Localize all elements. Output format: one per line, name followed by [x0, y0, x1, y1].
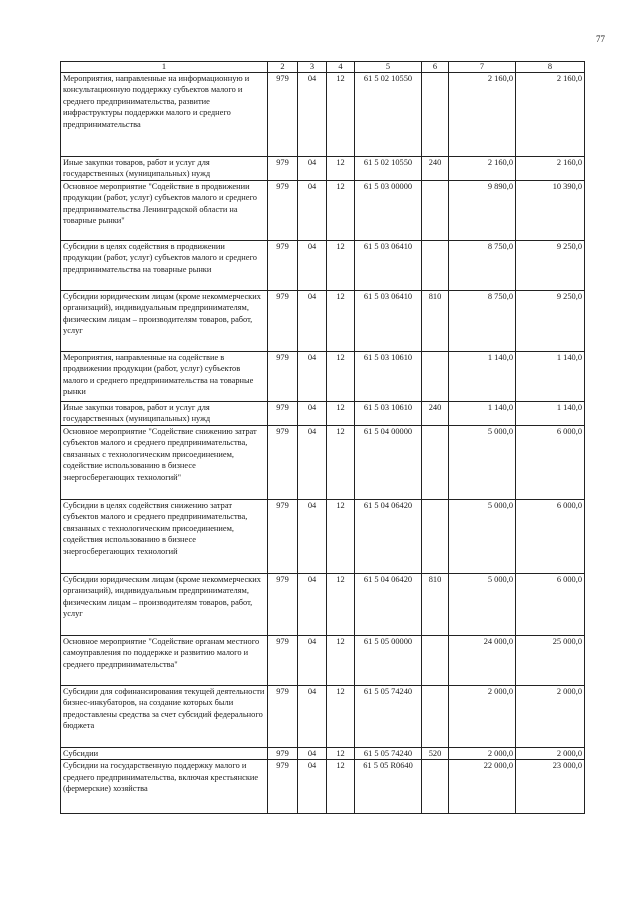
grbs-code-cell: 979	[268, 500, 298, 574]
target-article-cell: 61 5 03 10610	[355, 352, 422, 402]
subsection-code-cell: 12	[327, 352, 355, 402]
section-code-cell: 04	[298, 426, 327, 500]
grbs-code-cell: 979	[268, 748, 298, 760]
item-name-cell: Основное мероприятие "Содействие органам местного самоуправления по поддержке и развитию малого и среднего предпринимательства"	[61, 636, 268, 686]
column-header: 7	[449, 62, 516, 73]
amount-year1-cell: 9 890,0	[449, 181, 516, 241]
grbs-code-cell: 979	[268, 636, 298, 686]
item-name-cell: Субсидии юридическим лицам (кроме некоммерческих организаций), индивидуальным предпринимателям, физическим лицам – производителям товаров, работ, услуг	[61, 574, 268, 636]
amount-year1-cell: 2 000,0	[449, 748, 516, 760]
expense-type-cell: 810	[422, 574, 449, 636]
page-number: 77	[596, 34, 605, 44]
expense-type-cell	[422, 760, 449, 814]
target-article-cell: 61 5 04 06420	[355, 574, 422, 636]
table-row	[61, 352, 585, 402]
column-header: 6	[422, 62, 449, 73]
item-name-cell: Иные закупки товаров, работ и услуг для государственных (муниципальных) нужд	[61, 157, 268, 181]
grbs-code-cell: 979	[268, 241, 298, 291]
section-code-cell: 04	[298, 291, 327, 352]
table-row	[61, 426, 585, 500]
table-row	[61, 760, 585, 814]
subsection-code-cell: 12	[327, 181, 355, 241]
column-header: 8	[516, 62, 585, 73]
subsection-code-cell: 12	[327, 686, 355, 748]
amount-year1-cell: 1 140,0	[449, 352, 516, 402]
amount-year2-cell: 2 160,0	[516, 157, 585, 181]
budget-table	[60, 61, 585, 814]
table-row	[61, 686, 585, 748]
amount-year1-cell: 5 000,0	[449, 500, 516, 574]
section-code-cell: 04	[298, 760, 327, 814]
target-article-cell: 61 5 04 06420	[355, 500, 422, 574]
item-name-cell: Мероприятия, направленные на содействие в продвижении продукции (работ, услуг) субъектов малого и среднего предпринимательства на товарные рынки	[61, 352, 268, 402]
expense-type-cell	[422, 636, 449, 686]
amount-year1-cell: 24 000,0	[449, 636, 516, 686]
section-code-cell: 04	[298, 636, 327, 686]
expense-type-cell	[422, 352, 449, 402]
header-row	[61, 62, 585, 73]
amount-year2-cell: 9 250,0	[516, 241, 585, 291]
target-article-cell: 61 5 04 00000	[355, 426, 422, 500]
item-name-cell: Субсидии	[61, 748, 268, 760]
subsection-code-cell: 12	[327, 402, 355, 426]
grbs-code-cell: 979	[268, 291, 298, 352]
item-name-cell: Субсидии в целях содействия снижению затрат субъектов малого и среднего предпринимательства, связанных с технологическим присоединением, содействия использованию в бизнесе энергосберегающих технологий	[61, 500, 268, 574]
target-article-cell: 61 5 05 00000	[355, 636, 422, 686]
amount-year1-cell: 2 160,0	[449, 157, 516, 181]
amount-year1-cell: 1 140,0	[449, 402, 516, 426]
target-article-cell: 61 5 05 74240	[355, 748, 422, 760]
subsection-code-cell: 12	[327, 426, 355, 500]
amount-year2-cell: 9 250,0	[516, 291, 585, 352]
table-row	[61, 291, 585, 352]
amount-year1-cell: 2 160,0	[449, 73, 516, 157]
amount-year2-cell: 1 140,0	[516, 402, 585, 426]
amount-year1-cell: 5 000,0	[449, 574, 516, 636]
table-row	[61, 748, 585, 760]
item-name-cell: Субсидии в целях содействия в продвижении продукции (работ, услуг) субъектов малого и среднего предпринимательства на товарные рынки	[61, 241, 268, 291]
item-name-cell: Субсидии юридическим лицам (кроме некоммерческих организаций), индивидуальным предпринимателям, физическим лицам – производителям товаров, работ, услуг	[61, 291, 268, 352]
subsection-code-cell: 12	[327, 241, 355, 291]
subsection-code-cell: 12	[327, 73, 355, 157]
amount-year2-cell: 2 000,0	[516, 686, 585, 748]
grbs-code-cell: 979	[268, 686, 298, 748]
expense-type-cell: 240	[422, 402, 449, 426]
item-name-cell: Иные закупки товаров, работ и услуг для государственных (муниципальных) нужд	[61, 402, 268, 426]
expense-type-cell: 240	[422, 157, 449, 181]
table-row	[61, 241, 585, 291]
item-name-cell: Основное мероприятие "Содействие снижению затрат субъектов малого и среднего предпринимательства, связанных с технологическим присоединением, содействие использованию в бизнесе энергосберегающих технологий"	[61, 426, 268, 500]
column-header: 3	[298, 62, 327, 73]
column-header: 2	[268, 62, 298, 73]
item-name-cell: Мероприятия, направленные на информационную и консультационную поддержку субъектов малого и среднего предпринимательства, развитие инфраструктуры поддержки малого и среднего предпринимательства	[61, 73, 268, 157]
subsection-code-cell: 12	[327, 291, 355, 352]
subsection-code-cell: 12	[327, 500, 355, 574]
target-article-cell: 61 5 03 00000	[355, 181, 422, 241]
grbs-code-cell: 979	[268, 73, 298, 157]
grbs-code-cell: 979	[268, 426, 298, 500]
grbs-code-cell: 979	[268, 574, 298, 636]
expense-type-cell: 810	[422, 291, 449, 352]
subsection-code-cell: 12	[327, 760, 355, 814]
section-code-cell: 04	[298, 73, 327, 157]
table-row	[61, 157, 585, 181]
expense-type-cell: 520	[422, 748, 449, 760]
amount-year2-cell: 1 140,0	[516, 352, 585, 402]
item-name-cell: Основное мероприятие "Содействие в продвижении продукции (работ, услуг) субъектов малого и среднего предпринимательства Ленинградской области на товарные рынки"	[61, 181, 268, 241]
table-row	[61, 500, 585, 574]
target-article-cell: 61 5 02 10550	[355, 73, 422, 157]
expense-type-cell	[422, 241, 449, 291]
table-row	[61, 402, 585, 426]
grbs-code-cell: 979	[268, 352, 298, 402]
target-article-cell: 61 5 05 74240	[355, 686, 422, 748]
amount-year1-cell: 2 000,0	[449, 686, 516, 748]
section-code-cell: 04	[298, 241, 327, 291]
section-code-cell: 04	[298, 500, 327, 574]
amount-year2-cell: 10 390,0	[516, 181, 585, 241]
subsection-code-cell: 12	[327, 574, 355, 636]
table-row	[61, 73, 585, 157]
target-article-cell: 61 5 03 06410	[355, 241, 422, 291]
target-article-cell: 61 5 05 R0640	[355, 760, 422, 814]
amount-year2-cell: 6 000,0	[516, 500, 585, 574]
item-name-cell: Субсидии на государственную поддержку малого и среднего предпринимательства, включая крестьянские (фермерские) хозяйства	[61, 760, 268, 814]
expense-type-cell	[422, 686, 449, 748]
expense-type-cell	[422, 500, 449, 574]
table-row	[61, 181, 585, 241]
column-header: 5	[355, 62, 422, 73]
amount-year2-cell: 6 000,0	[516, 574, 585, 636]
subsection-code-cell: 12	[327, 636, 355, 686]
grbs-code-cell: 979	[268, 157, 298, 181]
grbs-code-cell: 979	[268, 760, 298, 814]
subsection-code-cell: 12	[327, 748, 355, 760]
amount-year1-cell: 8 750,0	[449, 291, 516, 352]
target-article-cell: 61 5 03 06410	[355, 291, 422, 352]
expense-type-cell	[422, 181, 449, 241]
amount-year2-cell: 25 000,0	[516, 636, 585, 686]
section-code-cell: 04	[298, 686, 327, 748]
table-row	[61, 636, 585, 686]
amount-year1-cell: 5 000,0	[449, 426, 516, 500]
amount-year2-cell: 6 000,0	[516, 426, 585, 500]
section-code-cell: 04	[298, 352, 327, 402]
column-header: 4	[327, 62, 355, 73]
amount-year2-cell: 2 000,0	[516, 748, 585, 760]
amount-year1-cell: 22 000,0	[449, 760, 516, 814]
expense-type-cell	[422, 426, 449, 500]
section-code-cell: 04	[298, 748, 327, 760]
section-code-cell: 04	[298, 181, 327, 241]
expense-type-cell	[422, 73, 449, 157]
amount-year2-cell: 23 000,0	[516, 760, 585, 814]
section-code-cell: 04	[298, 402, 327, 426]
column-header: 1	[61, 62, 268, 73]
target-article-cell: 61 5 02 10550	[355, 157, 422, 181]
grbs-code-cell: 979	[268, 402, 298, 426]
amount-year1-cell: 8 750,0	[449, 241, 516, 291]
table-row	[61, 574, 585, 636]
section-code-cell: 04	[298, 157, 327, 181]
target-article-cell: 61 5 03 10610	[355, 402, 422, 426]
item-name-cell: Субсидии для софинансирования текущей деятельности бизнес-инкубаторов, на создание которых были предоставлены средства за счет субсидий федерального бюджета	[61, 686, 268, 748]
grbs-code-cell: 979	[268, 181, 298, 241]
amount-year2-cell: 2 160,0	[516, 73, 585, 157]
section-code-cell: 04	[298, 574, 327, 636]
subsection-code-cell: 12	[327, 157, 355, 181]
